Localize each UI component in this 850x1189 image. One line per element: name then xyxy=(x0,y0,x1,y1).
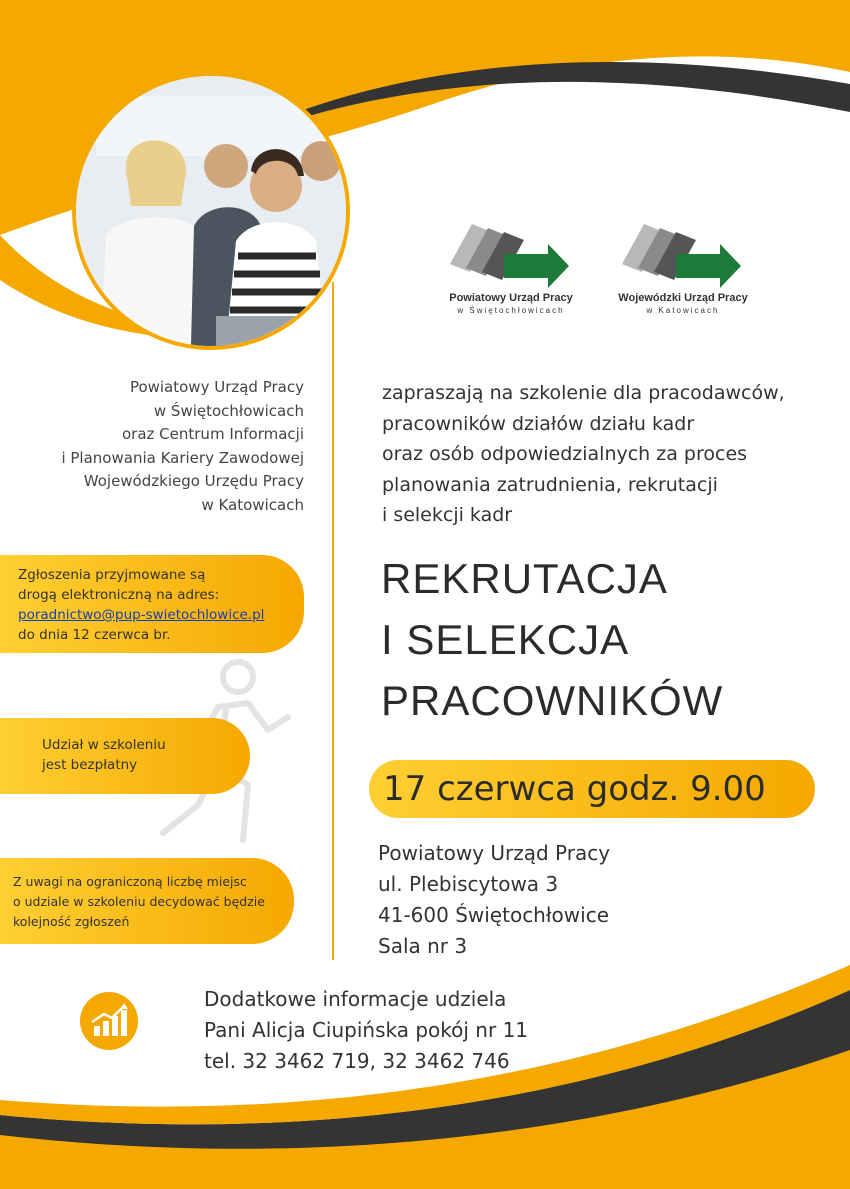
limited-line: o udziale w szkoleniu decydować będzie xyxy=(13,894,265,909)
organizer-line: Powiatowy Urząd Pracy xyxy=(129,378,304,396)
bar-chart-icon xyxy=(80,992,138,1050)
limited-line: kolejność zgłoszeń xyxy=(13,914,130,929)
training-title xyxy=(381,548,723,731)
growth-chart-icon xyxy=(80,992,138,1050)
intro-line: oraz osób odpowiedzialnych za proces xyxy=(382,443,748,465)
logo-name: Powiatowy Urząd Pracy xyxy=(449,292,573,304)
logo-name: Wojewódzki Urząd Pracy xyxy=(618,292,748,304)
free-participation-pill xyxy=(0,718,250,794)
email-link[interactable]: poradnictwo@pup-swietochlowice.pl xyxy=(18,607,265,623)
title-line: REKRUTACJA xyxy=(381,555,668,602)
free-line: jest bezpłatny xyxy=(42,757,138,773)
registration-deadline: do dnia 12 czerwca br. xyxy=(18,627,171,643)
organizer-line: Wojewódzkiego Urzędu Pracy xyxy=(83,472,304,490)
divider-line xyxy=(332,282,334,960)
address-line: 41-600 Świętochłowice xyxy=(378,903,609,927)
title-line: PRACOWNIKÓW xyxy=(381,677,724,724)
contact-phone: tel. 32 3462 719, 32 3462 746 xyxy=(204,1049,510,1073)
registration-line: drogą elektroniczną na adres: xyxy=(18,587,220,603)
free-line: Udział w szkoleniu xyxy=(42,737,166,753)
people-laptop-illustration xyxy=(76,76,346,346)
contact-line: Pani Alicja Ciupińska pokój nr 11 xyxy=(204,1018,529,1042)
intro-line: planowania zatrudnienia, rekrutacji xyxy=(382,473,718,496)
registration-line: Zgłoszenia przyjmowane są xyxy=(18,567,206,583)
contact-info xyxy=(204,984,528,1077)
organizers-block xyxy=(60,376,304,517)
office-arrow-logo-icon xyxy=(608,218,758,290)
organizer-line: w Świętochłowicach xyxy=(153,401,304,420)
event-address xyxy=(378,838,610,962)
address-line: Sala nr 3 xyxy=(378,934,468,958)
limited-line: Z uwagi na ograniczoną liczbę miejsc xyxy=(13,874,247,889)
hero-photo xyxy=(72,72,350,350)
organizer-line: i Planowania Kariery Zawodowej xyxy=(61,448,304,467)
intro-line: zapraszają na szkolenie dla pracodawców, xyxy=(382,382,785,404)
intro-line: pracowników działów działu kadr xyxy=(382,412,695,435)
logo-wup-katowice xyxy=(608,218,758,323)
office-arrow-logo-icon xyxy=(436,218,586,290)
registration-pill xyxy=(0,555,304,653)
address-line: ul. Plebiscytowa 3 xyxy=(378,872,559,896)
intro-line: i selekcji kadr xyxy=(382,504,513,526)
organizer-line: w Katowicach xyxy=(201,495,304,514)
organizer-line: oraz Centrum Informacji xyxy=(122,425,304,443)
invitation-text xyxy=(382,378,785,531)
logo-subtitle: w Katowicach xyxy=(646,306,720,315)
title-line: I SELEKCJA xyxy=(381,616,630,663)
logo-pup-swietochlowice xyxy=(436,218,586,323)
address-line: Powiatowy Urząd Pracy xyxy=(378,841,611,865)
limited-places-pill xyxy=(0,858,294,944)
logo-subtitle: w Świętochłowicach xyxy=(457,306,565,315)
contact-line: Dodatkowe informacje udziela xyxy=(204,987,507,1011)
event-date-badge: 17 czerwca godz. 9.00 xyxy=(369,760,815,818)
